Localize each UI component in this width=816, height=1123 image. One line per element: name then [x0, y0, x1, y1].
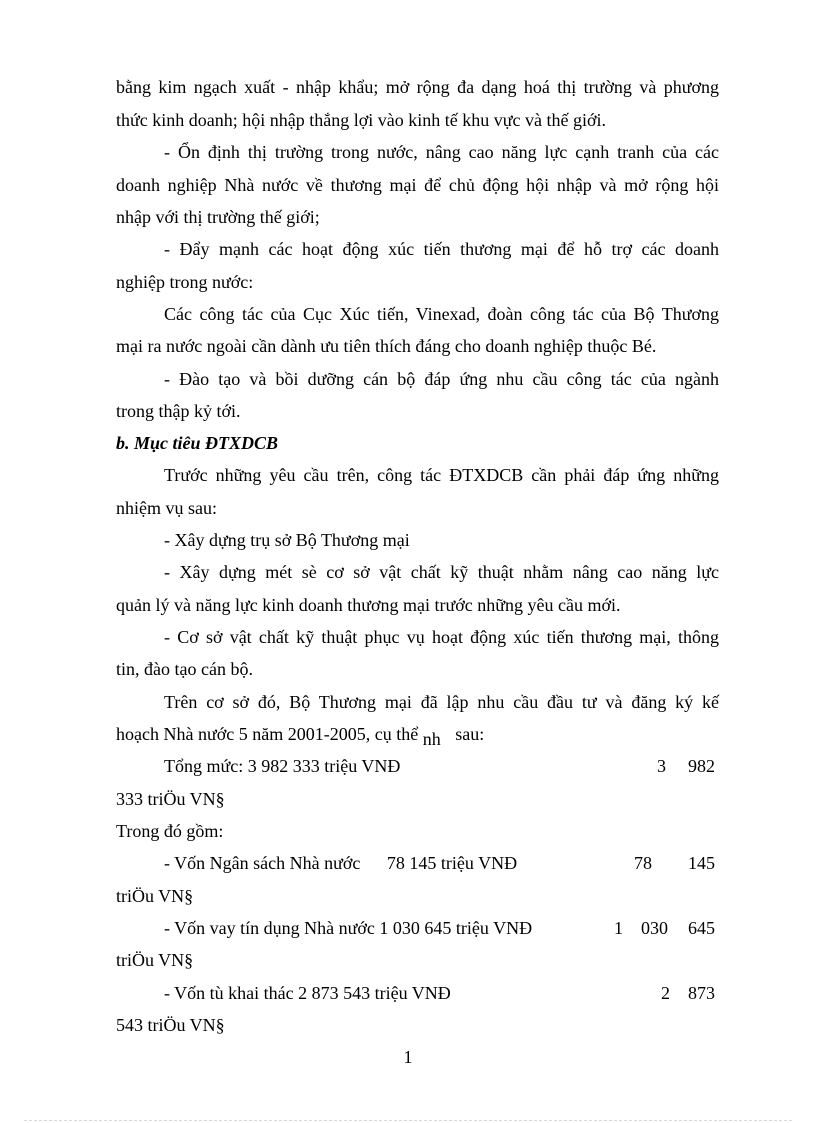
self-funded-number-part: 873 — [688, 983, 715, 1003]
bullet-line: - Xây dựng mét sè cơ sở vật chất kỹ thuật nhằm nâng cao năng lực — [164, 562, 719, 582]
paragraph-line: trong thập kỷ tới. — [116, 401, 241, 421]
credit-item-continued: triÖu VN§ — [116, 950, 194, 970]
bullet-line: - Cơ sở vật chất kỹ thuật phục vụ hoạt động xúc tiến thương mại, thông — [164, 627, 719, 647]
paragraph-line: Các công tác của Cục Xúc tiến, Vinexad, đoàn công tác của Bộ Thương — [164, 304, 719, 324]
paragraph-line: nhập với thị trường thế giới; — [116, 207, 320, 227]
budget-number-part: 145 — [688, 853, 715, 873]
bullet-line: - Xây dựng trụ sở Bộ Thương mại — [164, 530, 410, 550]
paragraph-line: nhiệm vụ sau: — [116, 498, 217, 518]
credit-item: - Vốn vay tín dụng Nhà nước 1 030 645 triệu VNĐ — [164, 918, 533, 938]
bullet-line: - Ổn định thị trường trong nước, nâng cao năng lực cạnh tranh của các — [164, 142, 719, 162]
text-segment-lowered: nh — [422, 729, 441, 749]
credit-number-part: 645 — [688, 918, 715, 938]
credit-number-part: 1 — [614, 918, 623, 938]
page-number: 1 — [403, 1047, 413, 1067]
total-line-continued: 333 triÖu VN§ — [116, 789, 225, 809]
total-line: Tổng mức: 3 982 333 triệu VNĐ — [164, 756, 401, 776]
total-number-part: 982 — [688, 756, 715, 776]
paragraph-line: tin, đào tạo cán bộ. — [116, 659, 253, 679]
bullet-line: - Đào tạo và bồi dưỡng cán bộ đáp ứng nhu cầu công tác của ngành — [164, 369, 719, 389]
budget-item-continued: triÖu VN§ — [116, 886, 194, 906]
paragraph-line: Trên cơ sở đó, Bộ Thương mại đã lập nhu cầu đầu tư và đăng ký kế — [164, 692, 719, 712]
paragraph-line: quản lý và năng lực kinh doanh thương mại trước những yêu cầu mới. — [116, 595, 621, 615]
self-funded-item-continued: 543 triÖu VN§ — [116, 1015, 225, 1035]
page-bottom-divider — [24, 1120, 792, 1121]
paragraph-line: nghiệp trong nước: — [116, 272, 254, 292]
paragraph-line — [116, 723, 719, 749]
paragraph-line: mại ra nước ngoài cần dành ưu tiên thích đáng cho doanh nghiệp thuộc Bé. — [116, 336, 657, 356]
total-number-part: 3 — [657, 756, 666, 776]
budget-item-label: - Vốn Ngân sách Nhà nước — [164, 853, 361, 873]
bullet-line: - Đẩy mạnh các hoạt động xúc tiến thương mại để hỗ trợ các doanh — [164, 239, 719, 259]
credit-number-part: 030 — [641, 918, 668, 938]
budget-item-amount: 78 145 triệu VNĐ — [386, 853, 518, 873]
self-funded-item: - Vốn tù khai thác 2 873 543 triệu VNĐ — [164, 983, 451, 1003]
paragraph-line: doanh nghiệp Nhà nước về thương mại để chủ động hội nhập và mở rộng hội — [116, 175, 719, 195]
text-segment: hoạch Nhà nước 5 năm 2001-2005, cụ thể — [116, 724, 419, 744]
paragraph-line: Trước những yêu cầu trên, công tác ĐTXDCB cần phải đáp ứng những — [164, 465, 719, 485]
paragraph-line: thức kinh doanh; hội nhập thắng lợi vào kinh tế khu vực và thế giới. — [116, 110, 606, 130]
self-funded-number-part: 2 — [661, 983, 670, 1003]
paragraph-line: Trong đó gồm: — [116, 821, 224, 841]
paragraph-line: bằng kim ngạch xuất - nhập khẩu; mở rộng đa dạng hoá thị trường và phương — [116, 77, 719, 97]
text-segment: sau: — [455, 724, 485, 744]
section-heading: b. Mục tiêu ĐTXDCB — [116, 433, 279, 453]
budget-number-part: 78 — [634, 853, 652, 873]
